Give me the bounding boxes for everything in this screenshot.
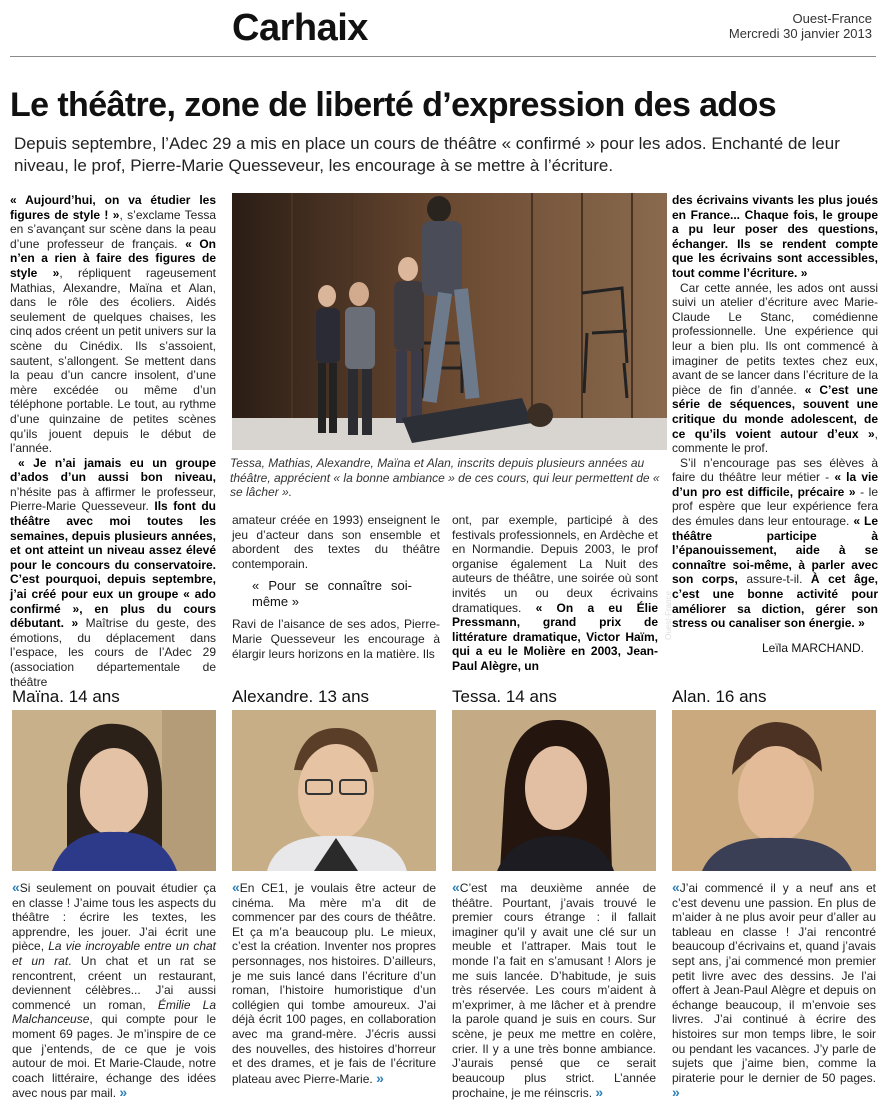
quote-open-icon: « xyxy=(232,879,240,895)
paragraph: « Aujourd’hui, on va étudier les figures de style ! », s’exclame Tessa en s’avançant sur scène dans la peau d’une professeur de français. « On n’en a rien à faire des figures de style », répliquent rageusement Mathias, Alexandre, Maïna et Alan, dans le rôle des écoliers. Aidés seulement de quelques chaises, les cinq ados créent un petit univers sur la scène du Cinédix. Ils s’assoient, sautent, s’allongent. Se mettent dans la peau d’un cancre insolent, d’une mère excédée ou même d’un téléphone portable. Le tout, au rythme d’une quinzaine de petites scènes qu’ils jouent depuis le début de l’année. xyxy=(10,193,217,456)
article-column-3 xyxy=(452,513,658,674)
quote-open-icon: « xyxy=(12,879,20,895)
paragraph: Ravi de l’aisance de ses ados, Pierre-Marie Quesseveur les encourage à élargir leurs horizons en la matière. Ils xyxy=(232,617,440,661)
article-column-2 xyxy=(232,513,440,661)
portrait-photo-maina xyxy=(12,710,216,871)
paragraph: Car cette année, les ados ont aussi suivi un atelier d’écriture avec Marie-Claude Le Stanc, comédienne professionnelle. Une expérience qui leur a bien plu. Ils ont commencé à imaginer de petits textes chez eux, avant de se lancer dans l’écriture de la pièce de fin d’année. « C’est une série de séquences, souvent une critique du monde adolescent, de ce qu’ils voient autour d’eux », commente le prof. xyxy=(672,280,878,456)
portrait-quote: «Si seulement on pouvait étudier ça en classe ! J’aime tous les aspects du théâtre : écrire les textes, les apprendre, les jouer. J’ai écrit une pièce, La vie incroyable entre un chat et un rat. Un chat et un rat se rencontrent, créent un restaurant, deviennent célèbres... J’ai aussi commencé un roman, Émilie La Malchanceuse, qui compte pour le moment 69 pages. Je m’inspire de ce que j’entends, de ce que je vois autour de moi. Et Marie-Claude, notre coach littéraire, échange des idées avec nous par mail. » xyxy=(12,879,217,1101)
quote-close-icon: » xyxy=(595,1084,604,1101)
header-rule xyxy=(10,56,876,57)
portrait-quote: «En CE1, je voulais être acteur de cinéma. Ma mère m’a dit de commencer par des cours de théâtre. Et ça m’a beaucoup plu. Le mieux, c’est la création. Inventer nos propres personnages, nos histoires. D’ailleurs, je me suis lancé dans l’écriture d’un roman, l’histoire humoristique d’un collégien qui tombe amoureux. J’ai déjà écrit 100 pages, en collaboration avec ma grand-mère. J’écris aussi des nouvelles, des histoires d’horreur et des drames, et je fais de l’écriture plateau avec Pierre-Marie. » xyxy=(232,879,436,1086)
portrait-name: Alan. 16 ans xyxy=(672,687,767,706)
publication-name: Ouest-France xyxy=(792,11,872,26)
portrait-photo-alexandre xyxy=(232,710,436,871)
paragraph: S’il n’encourage pas ses élèves à faire du théâtre leur métier - « la vie d’un pro est difficile, précaire » - le prof espère que leur expérience fera des émules dans leur entourage. « Le théâtre participe à l’épanouissement, aide à se connaître soi-même, à parler avec son corps, assure-t-il. À cet âge, c’est une bonne activité pour améliorer sa diction, gérer son stress ou canaliser son énergie. » xyxy=(672,455,878,631)
portrait-photo-tessa xyxy=(452,710,656,871)
subheading: « Pour se connaître soi-même » xyxy=(252,578,412,610)
article-column-4 xyxy=(672,193,878,655)
quote-close-icon: » xyxy=(119,1084,128,1101)
stage-scene-image xyxy=(232,193,667,450)
portrait-quote: «C’est ma deuxième année de théâtre. Pourtant, j’avais trouvé le premier cours étrange : il fallait imaginer qu’il y avait une clé sur un meuble et l’attraper. Mais tout le monde l’a fait en s’amusant ! Alors je me suis lancée. D’habitude, je suis très réservée. Les cours m’aident à m’exprimer, à me lâcher et à prendre la parole quand je suis en cours. Sur scène, je peux me mettre en colère, crier. Il y a une très bonne ambiance. J’aurais pensé que ce serait beaucoup plus strict. L’année prochaine, je me réinscris. » xyxy=(452,879,656,1101)
byline: Leïla MARCHAND. xyxy=(761,640,864,655)
portrait-name: Maïna. 14 ans xyxy=(12,687,120,706)
portrait-photo-alan xyxy=(672,710,876,871)
standfirst: Depuis septembre, l’Adec 29 a mis en place un cours de théâtre « confirmé » pour les ados. Enchanté de leur niveau, le prof, Pierre-Marie Quesseveur, les encourage à se mettre à l’écriture. xyxy=(14,134,840,175)
portrait-quote: «J’ai commencé il y a neuf ans et c’est devenu une passion. En plus de m’aider à ne plus avoir peur d’aller au tableau en classe ! J’ai rencontré beaucoup d’écrivains et, quand j’avais sept ans, j’ai commencé mon premier petit livre avec des dessins. Je l’ai offert à Jean-Paul Alègre et depuis on échange beaucoup, il m’envoie ses livres. J’ai continué à écrire des histoires sur mon temps libre, le soir ou pendant les vacances. J’y parle de sujets que j’aime bien, comme la piraterie pour le dernier de 50 pages. » xyxy=(672,879,876,1101)
headline: Le théâtre, zone de liberté d’expression des ados xyxy=(10,86,777,124)
photo-credit: Ouest-France xyxy=(664,591,673,640)
section-title: Carhaix xyxy=(232,7,368,49)
paragraph: des écrivains vivants les plus joués en France... Chaque fois, le groupe a pu leur poser des questions, échanger. Ils se rendent compte que les écrivains sont accessibles, tout comme l’écriture. » xyxy=(672,193,878,280)
paragraph: ont, par exemple, participé à des festivals professionnels, en Ardèche et en Normandie. Depuis 2003, le prof organise également La Nuit des auteurs de théâtre, une soirée où sont invités un ou deux écrivains dramatiques. « On a eu Élie Pressmann, grand prix de littérature dramatique, Victor Haïm, qui a eu le Molière en 2003, Jean-Paul Alègre, un xyxy=(452,513,658,673)
quote-close-icon: » xyxy=(376,1069,384,1086)
photo-caption: Tessa, Mathias, Alexandre, Maïna et Alan, inscrits depuis plusieurs années au théâtre, apprécient « la bonne ambiance » de ces cours, qui leur permettent de « se lâcher ». xyxy=(230,456,660,499)
publication-info xyxy=(729,11,872,41)
quote-close-icon: » xyxy=(672,1084,680,1101)
paragraph: amateur créée en 1993) enseignent le jeu d’acteur dans son ensemble et abordent des textes du théâtre contemporain. xyxy=(232,513,440,571)
quote-open-icon: « xyxy=(672,879,680,895)
portrait-name: Tessa. 14 ans xyxy=(452,687,557,706)
publication-date: Mercredi 30 janvier 2013 xyxy=(728,26,872,41)
paragraph: « Je n’ai jamais eu un groupe d’ados d’un aussi bon niveau, n’hésite pas à affirmer le professeur, Pierre-Marie Quesseveur. Ils font du théâtre avec moi toutes les semaines, depuis plusieurs années, et ont atteint un niveau assez élevé pour le concours du conservatoire. C’est pourquoi, depuis septembre, j’ai créé pour eux un groupe « ado confirmé », en plus du cours débutant. » Maîtrise du geste, des émotions, du déplacement dans l’espace, les cours de l’Adec 29 (association départementale de théâtre xyxy=(10,455,216,689)
article-column-1 xyxy=(10,193,216,689)
quote-open-icon: « xyxy=(452,879,460,895)
portrait-name: Alexandre. 13 ans xyxy=(232,687,370,706)
